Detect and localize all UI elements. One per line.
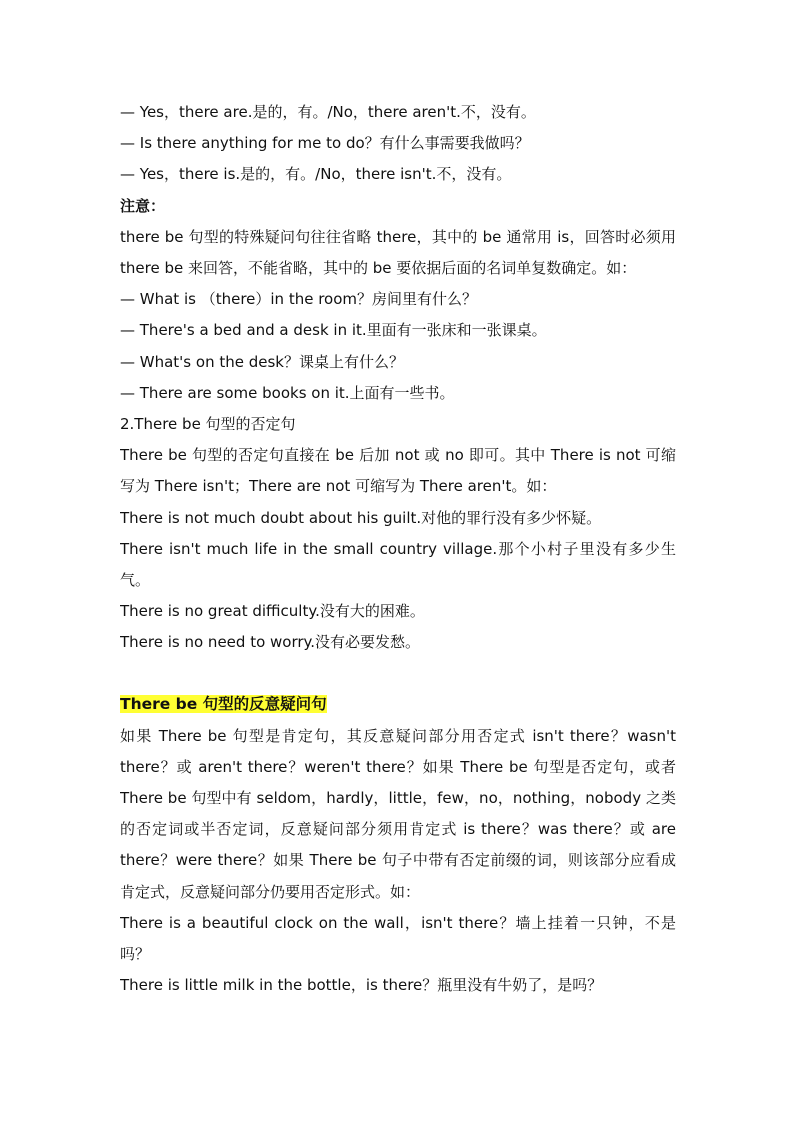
dialogue-line: — There are some books on it.上面有一些书。: [120, 383, 455, 402]
example-line: There is no need to worry.没有必要发愁。: [120, 633, 421, 652]
dialogue-line: — There's a bed and a desk in it.里面有一张床和一张课桌。: [120, 321, 547, 340]
example-line: There is little milk in the bottle，is there？瓶里没有牛奶了，是吗？: [120, 976, 603, 995]
section-heading-negative: 2.There be 句型的否定句: [120, 414, 296, 433]
example-line: There is not much doubt about his guilt.对他的罪行没有多少怀疑。: [120, 508, 602, 527]
note-label: 注意：: [120, 196, 166, 215]
example-line: — Is there anything for me to do？有什么事需要我做吗？: [120, 134, 530, 153]
negative-intro-paragraph: There be 句型的否定句直接在 be 后加 not 或 no 即可。其中 There is not 可缩写为 There isn't；There are not 可缩写为 There aren't。如：: [120, 446, 676, 496]
example-line: There is no great difficulty.没有大的困难。: [120, 602, 425, 621]
example-line: — Yes，there is.是的，有。/No，there isn't.不，没有。: [120, 165, 512, 184]
document-page: [120, 97, 676, 1001]
section-heading-tag-question: [120, 689, 676, 720]
example-line: There isn't much life in the small country village.那个小村子里没有多少生气。: [120, 539, 676, 589]
example-line: — Yes，there are.是的，有。/No，there aren't.不，没有。: [120, 103, 536, 121]
example-line: There is a beautiful clock on the wall，isn't there？墙上挂着一只钟，不是吗？: [120, 913, 676, 964]
tag-question-paragraph: 如果 There be 句型是肯定句，其反意疑问部分用否定式 isn't there？wasn't there？或 aren't there？weren't there？如果 There be 句型是否定句，或者 There be 句型中有 seldom，hardly，little，few，no，nothing，nobody 之类的否定词或半否定词，反意疑问部分须用肯定式 is there？was there？或 are there？were there？如果 There be 句子中带有否定前缀的词，则该部分应看成肯定式，反意疑问部分仍要用否定形式。如：: [120, 726, 676, 901]
dialogue-line: — What is （there）in the room？房间里有什么？: [120, 290, 478, 309]
dialogue-line: — What's on the desk？课桌上有什么？: [120, 352, 404, 371]
section-spacer: [120, 658, 676, 689]
highlighted-heading: There be 句型的反意疑问句: [120, 695, 327, 714]
note-paragraph: there be 句型的特殊疑问句往往省略 there，其中的 be 通常用 is，回答时必须用 there be 来回答，不能省略，其中的 be 要依据后面的名词单复数确定。如：: [120, 227, 676, 277]
